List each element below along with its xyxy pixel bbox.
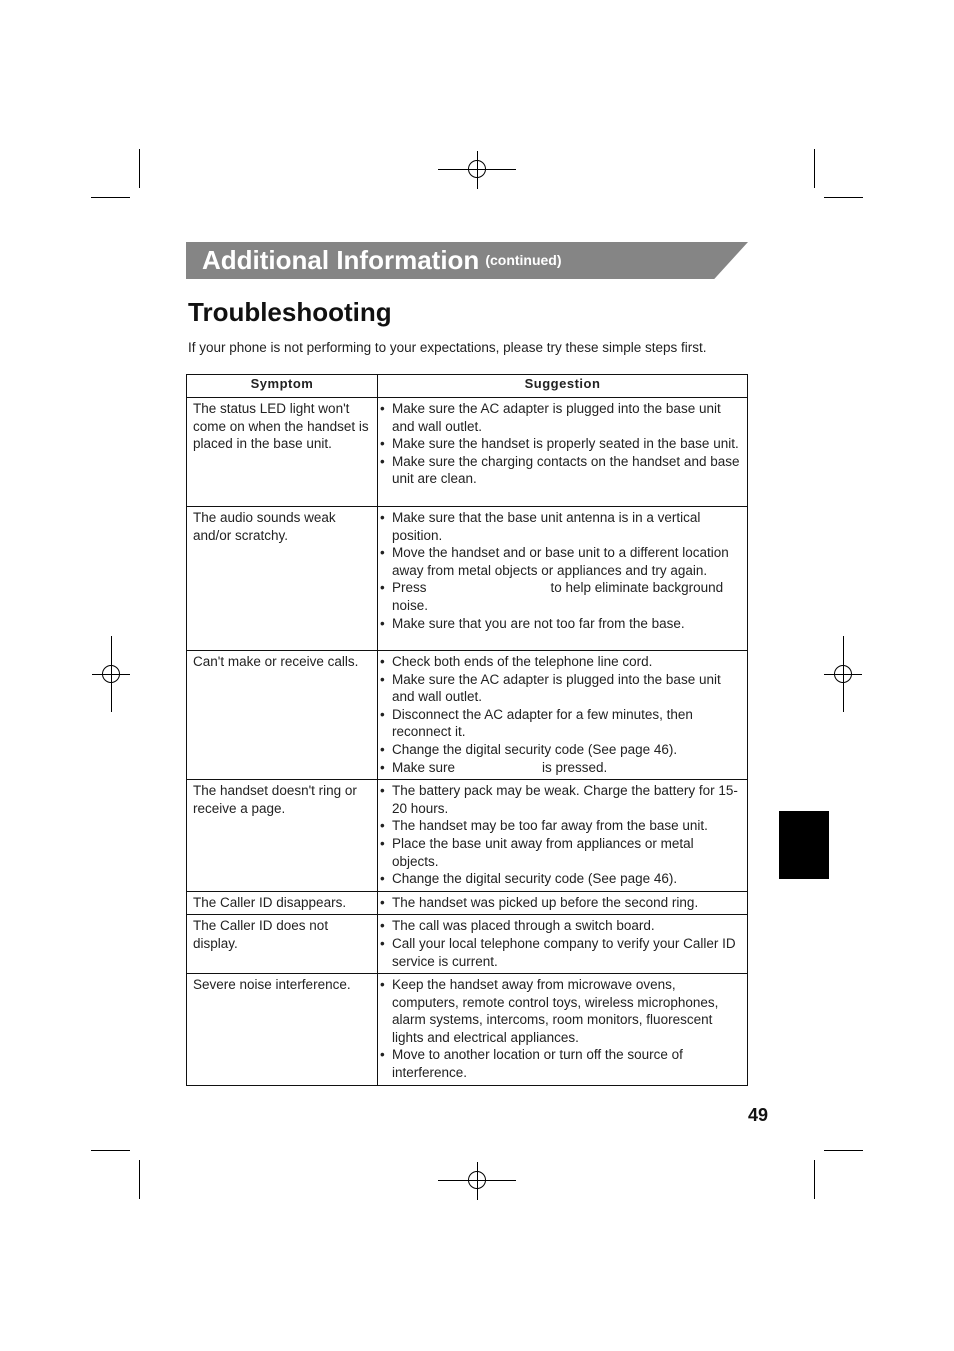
suggestion-text-before: Make sure <box>392 759 456 775</box>
suggestion-item: • Call your local telephone company to verify your Caller ID service is current. <box>380 935 743 970</box>
table-row <box>187 398 748 507</box>
suggestion-item: • Check both ends of the telephone line cord. <box>380 653 743 671</box>
suggestion-item <box>380 759 743 777</box>
page-number: 49 <box>748 1105 769 1125</box>
suggestion-cell <box>378 398 748 507</box>
suggestion-item: • Keep the handset away from microwave ovens, computers, remote control toys, wireless microphones, alarm systems, intercoms, room monitors, fluorescent lights and electrical appliances. <box>380 976 743 1046</box>
symptom-cell: Severe noise interference. <box>187 974 378 1086</box>
suggestion-item: • Make sure the charging contacts on the handset and base unit are clean. <box>380 453 743 488</box>
suggestion-item: • Move the handset and or base unit to a different location away from metal objects or appliances and try again. <box>380 544 743 579</box>
section-title: Troubleshooting <box>188 297 392 327</box>
suggestion-item: • Change the digital security code (See page 46). <box>380 741 743 759</box>
symptom-cell: The Caller ID does not display. <box>187 915 378 974</box>
troubleshooting-table <box>186 374 748 1086</box>
suggestion-item: • Make sure the AC adapter is plugged into the base unit and wall outlet. <box>380 400 743 435</box>
table-row <box>187 651 748 780</box>
suggestion-item: • Move to another location or turn off the source of interference. <box>380 1046 743 1081</box>
crop-mark <box>139 149 140 188</box>
suggestion-item: • Disconnect the AC adapter for a few minutes, then reconnect it. <box>380 706 743 741</box>
header-subtitle: (continued) <box>485 252 562 268</box>
symptom-cell: The status LED light won't come on when the handset is placed in the base unit. <box>187 398 378 507</box>
suggestion-cell <box>378 780 748 892</box>
table-row <box>187 891 748 915</box>
suggestion-item: • Make sure the AC adapter is plugged into the base unit and wall outlet. <box>380 671 743 706</box>
symptom-cell: The audio sounds weak and/or scratchy. <box>187 507 378 651</box>
crop-mark <box>91 1150 130 1151</box>
suggestion-cell <box>378 891 748 915</box>
suggestion-item: • The battery pack may be weak. Charge the battery for 15-20 hours. <box>380 782 743 817</box>
suggestion-item: • Make sure that the base unit antenna is in a vertical position. <box>380 509 743 544</box>
header-title <box>202 244 562 276</box>
suggestion-item: • The handset may be too far away from the base unit. <box>380 817 743 835</box>
suggestion-text-before: Press <box>392 580 427 596</box>
suggestion-cell <box>378 507 748 651</box>
symptom-cell: Can't make or receive calls. <box>187 651 378 780</box>
crop-mark <box>824 197 863 198</box>
suggestion-item: • Change the digital security code (See page 46). <box>380 870 743 888</box>
suggestion-cell <box>378 915 748 974</box>
suggestion-cell <box>378 974 748 1086</box>
crop-mark <box>139 1160 140 1199</box>
suggestion-item: • The handset was picked up before the second ring. <box>380 894 743 912</box>
table-header-row <box>187 375 748 398</box>
symptom-cell: The handset doesn't ring or receive a page. <box>187 780 378 892</box>
table-row <box>187 974 748 1086</box>
suggestion-item: • Place the base unit away from appliances or metal objects. <box>380 835 743 870</box>
crop-mark <box>814 1160 815 1199</box>
section-tab <box>779 811 829 879</box>
crop-mark <box>814 149 815 188</box>
column-header-suggestion: Suggestion <box>378 375 748 398</box>
suggestion-text-after: to help eliminate background noise. <box>392 580 724 613</box>
crop-mark <box>91 197 130 198</box>
intro-text: If your phone is not performing to your expectations, please try these simple steps first. <box>188 340 707 355</box>
symptom-cell: The Caller ID disappears. <box>187 891 378 915</box>
header-title-text: Additional Information <box>202 245 480 275</box>
suggestion-item <box>380 579 743 614</box>
table-row <box>187 507 748 651</box>
column-header-symptom: Symptom <box>187 375 378 398</box>
crop-mark <box>824 1150 863 1151</box>
suggestion-item: • Make sure the handset is properly seated in the base unit. <box>380 435 743 453</box>
suggestion-text-after: is pressed. <box>542 759 608 775</box>
table-row <box>187 915 748 974</box>
table-row <box>187 780 748 892</box>
suggestion-item: • The call was placed through a switch board. <box>380 917 743 935</box>
suggestion-cell <box>378 651 748 780</box>
suggestion-item: • Make sure that you are not too far from the base. <box>380 615 743 633</box>
